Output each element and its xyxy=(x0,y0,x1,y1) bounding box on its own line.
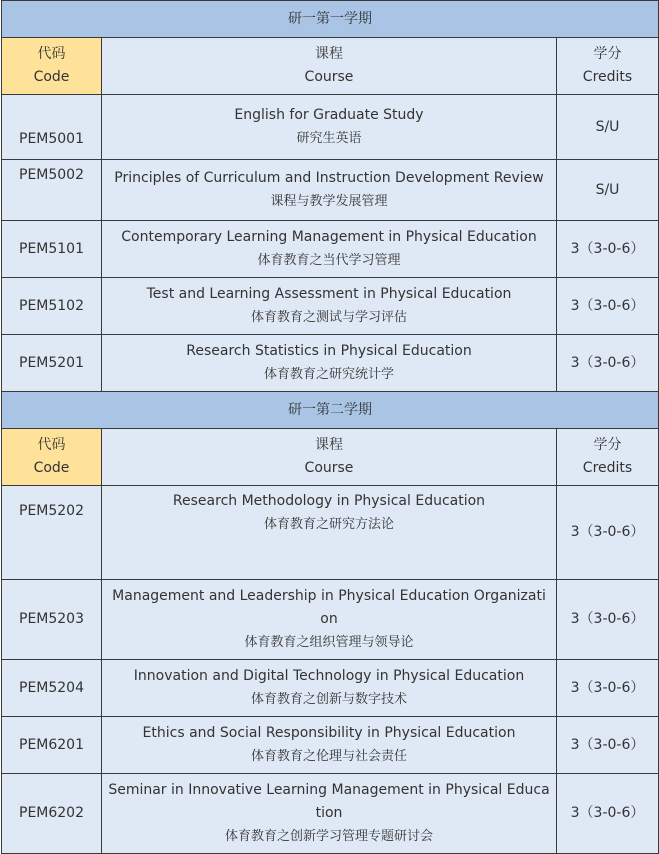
code-header-cn: 代码 xyxy=(37,437,66,453)
course-cell xyxy=(102,160,557,221)
semester-title: 研一第一学期 xyxy=(2,1,659,38)
course-credits: 3（3-0-6） xyxy=(557,580,659,660)
course-code: PEM5201 xyxy=(2,335,102,392)
course-cell xyxy=(102,660,557,717)
course-name-cn: 体育教育之研究方法论 xyxy=(263,517,394,532)
course-name-cn: 体育教育之组织管理与领导论 xyxy=(244,635,414,650)
course-cell xyxy=(102,335,557,392)
course-cell xyxy=(102,486,557,580)
table-row xyxy=(2,335,659,392)
course-cell xyxy=(102,221,557,278)
table-row xyxy=(2,95,659,160)
code-header-en: Code xyxy=(33,460,70,476)
header-row xyxy=(2,38,659,95)
course-cell xyxy=(102,717,557,774)
course-code: PEM5204 xyxy=(2,660,102,717)
course-name-cn: 体育教育之创新学习管理专题研讨会 xyxy=(224,829,433,844)
credits-header-en: Credits xyxy=(582,69,633,85)
table-row xyxy=(2,486,659,580)
course-name-cn: 课程与教学发展管理 xyxy=(270,194,388,209)
course-header-en: Course xyxy=(304,460,354,476)
table-row xyxy=(2,717,659,774)
course-code: PEM5002 xyxy=(2,160,102,221)
credits-header-en: Credits xyxy=(582,460,633,476)
credits-header xyxy=(557,429,659,486)
credits-header-cn: 学分 xyxy=(593,437,622,453)
course-cell xyxy=(102,278,557,335)
header-row xyxy=(2,429,659,486)
course-name-en: Contemporary Learning Management in Physical Education xyxy=(121,229,537,245)
course-code: PEM5001 xyxy=(2,95,102,160)
course-cell xyxy=(102,774,557,854)
course-code: PEM5102 xyxy=(2,278,102,335)
course-name-en: Innovation and Digital Technology in Physical Education xyxy=(133,668,525,684)
course-cell xyxy=(102,95,557,160)
code-header xyxy=(2,38,102,95)
table-row xyxy=(2,660,659,717)
credits-header xyxy=(557,38,659,95)
table-row xyxy=(2,278,659,335)
course-code: PEM5101 xyxy=(2,221,102,278)
course-code: PEM5202 xyxy=(2,486,102,580)
course-credits: 3（3-0-6） xyxy=(557,221,659,278)
course-header-cn: 课程 xyxy=(315,437,343,453)
course-cell xyxy=(102,580,557,660)
course-name-en: Principles of Curriculum and Instruction Development Review xyxy=(114,170,544,186)
course-credits: 3（3-0-6） xyxy=(557,335,659,392)
course-credits: 3（3-0-6） xyxy=(557,660,659,717)
table-row xyxy=(2,221,659,278)
course-credits: 3（3-0-6） xyxy=(557,774,659,854)
curriculum-table xyxy=(1,0,659,854)
code-header-cn: 代码 xyxy=(37,46,66,62)
course-header xyxy=(102,38,557,95)
course-name-en: Management and Leadership in Physical Education Organization xyxy=(112,588,546,627)
semester-title: 研一第二学期 xyxy=(2,392,659,429)
course-name-en: Test and Learning Assessment in Physical Education xyxy=(146,286,512,302)
semester-title-row xyxy=(2,1,659,38)
course-name-en: Ethics and Social Responsibility in Physical Education xyxy=(142,725,516,741)
course-name-en: Research Statistics in Physical Education xyxy=(186,343,472,359)
course-name-en: Seminar in Innovative Learning Management in Physical Education xyxy=(108,782,550,821)
course-name-en: English for Graduate Study xyxy=(234,107,424,123)
course-name-en: Research Methodology in Physical Education xyxy=(172,493,486,509)
course-header-cn: 课程 xyxy=(315,46,343,62)
course-credits: S/U xyxy=(557,95,659,160)
semester-title-row xyxy=(2,392,659,429)
course-header xyxy=(102,429,557,486)
table-row xyxy=(2,160,659,221)
course-name-cn: 体育教育之研究统计学 xyxy=(263,367,394,382)
table-row xyxy=(2,774,659,854)
course-name-cn: 体育教育之创新与数字技术 xyxy=(250,692,407,707)
course-code: PEM5203 xyxy=(2,580,102,660)
course-name-cn: 体育教育之伦理与社会责任 xyxy=(250,749,407,764)
course-code: PEM6201 xyxy=(2,717,102,774)
course-header-en: Course xyxy=(304,69,354,85)
code-header-en: Code xyxy=(33,69,70,85)
credits-header-cn: 学分 xyxy=(593,46,622,62)
course-name-cn: 体育教育之当代学习管理 xyxy=(257,253,401,268)
course-name-cn: 研究生英语 xyxy=(296,131,362,146)
code-header xyxy=(2,429,102,486)
table-row xyxy=(2,580,659,660)
course-name-cn: 体育教育之测试与学习评估 xyxy=(250,310,407,325)
course-credits: S/U xyxy=(557,160,659,221)
course-credits: 3（3-0-6） xyxy=(557,717,659,774)
course-credits: 3（3-0-6） xyxy=(557,486,659,580)
course-credits: 3（3-0-6） xyxy=(557,278,659,335)
course-code: PEM6202 xyxy=(2,774,102,854)
